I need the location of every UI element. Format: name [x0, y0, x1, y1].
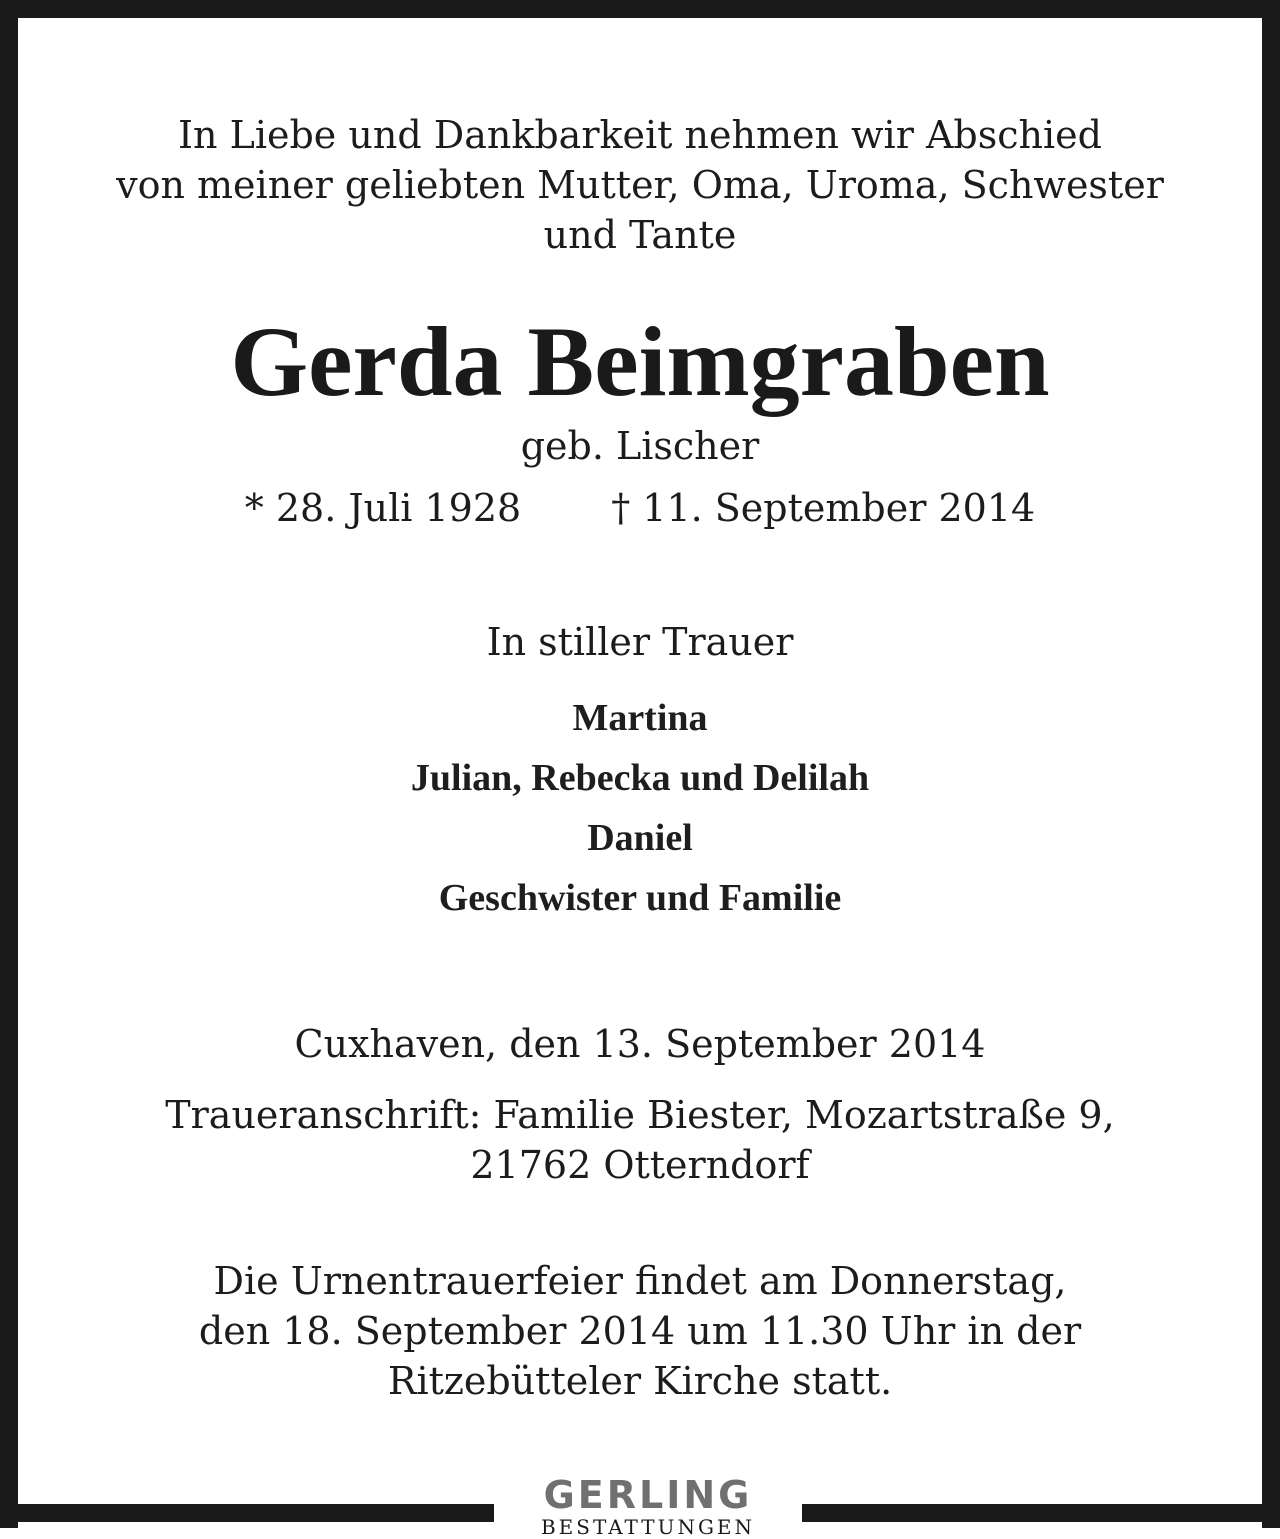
address-line: Traueranschrift: Familie Biester, Mozartstraße 9, — [165, 1093, 1115, 1137]
mourning-address — [0, 1090, 1280, 1190]
mourner-name: Julian, Rebecka und Delilah — [410, 757, 870, 799]
service-line: Ritzebütteler Kirche statt. — [387, 1359, 893, 1403]
funeral-home-logo — [494, 1473, 802, 1539]
service-line: den 18. September 2014 um 11.30 Uhr in der — [198, 1309, 1082, 1353]
mourning-heading: In stiller Trauer — [486, 620, 794, 664]
mourners-list — [0, 688, 1280, 928]
intro-text — [0, 110, 1280, 260]
mourner-name: Martina — [572, 697, 708, 739]
mourner-name: Daniel — [587, 817, 693, 859]
deceased-name: Gerda Beimgraben — [230, 306, 1050, 417]
border-top — [0, 0, 1280, 18]
logo-sub-text: BESTATTUNGEN — [540, 1515, 756, 1539]
address-line: 21762 Otterndorf — [470, 1143, 810, 1187]
border-bottom-left — [0, 1504, 494, 1522]
service-line: Die Urnentrauerfeier findet am Donnerstag, — [213, 1259, 1067, 1303]
mourner-name: Geschwister und Familie — [438, 877, 842, 919]
place-date: Cuxhaven, den 13. September 2014 — [294, 1022, 986, 1066]
logo-main-text: GERLING — [543, 1473, 753, 1517]
life-dates — [0, 484, 1280, 532]
birth-date: * 28. Juli 1928 — [244, 486, 522, 530]
maiden-name: geb. Lischer — [520, 424, 760, 468]
intro-line: In Liebe und Dankbarkeit nehmen wir Abschied — [178, 113, 1102, 157]
intro-line: von meiner geliebten Mutter, Oma, Uroma, Schwester — [116, 163, 1164, 207]
intro-line: und Tante — [543, 213, 737, 257]
border-bottom-right — [802, 1504, 1280, 1522]
death-date: † 11. September 2014 — [611, 486, 1036, 530]
service-notice — [0, 1256, 1280, 1406]
